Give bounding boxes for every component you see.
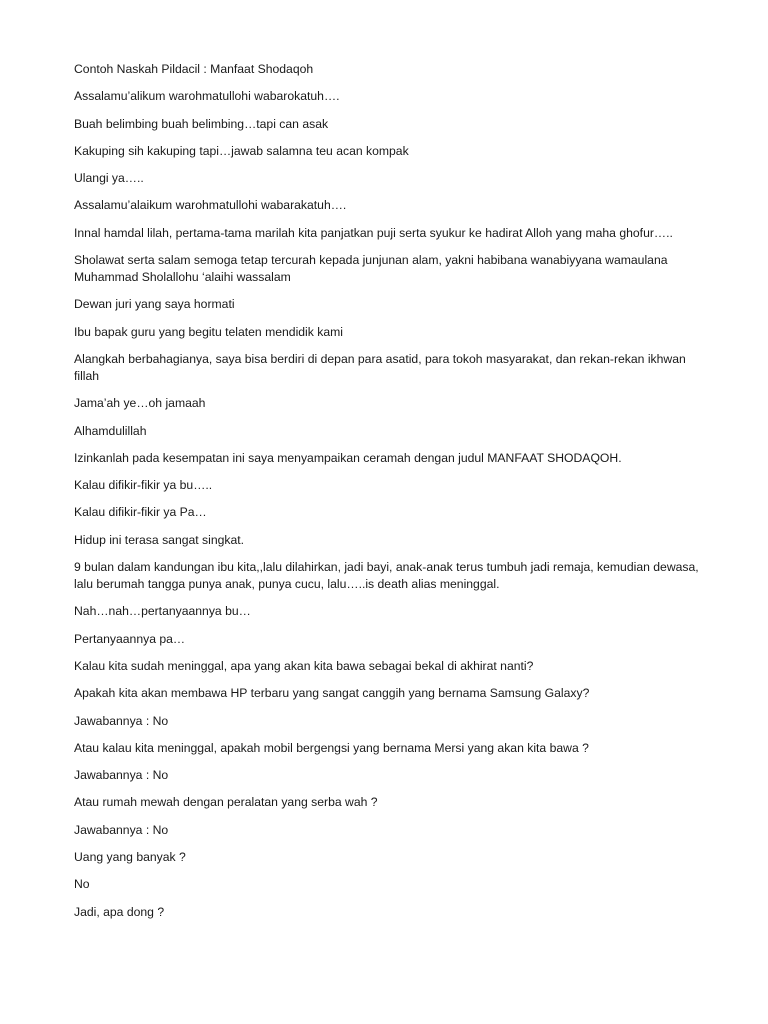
paragraph: Buah belimbing buah belimbing…tapi can asak bbox=[74, 116, 329, 131]
paragraph: Hidup ini terasa sangat singkat. bbox=[74, 532, 245, 547]
document-body bbox=[74, 61, 704, 931]
paragraph: Dewan juri yang saya hormati bbox=[74, 297, 235, 312]
paragraph: Innal hamdal lilah, pertama-tama marilah kita panjatkan puji serta syukur ke hadirat Alloh yang maha ghofur….. bbox=[74, 225, 673, 240]
paragraph: 9 bulan dalam kandungan ibu kita,,lalu dilahirkan, jadi bayi, anak-anak terus tumbuh jadi remaja, kemudian dewasa, lalu berumah tangga punya anak, punya cucu, lalu…..is death alias meninggal. bbox=[74, 560, 699, 592]
paragraph: No bbox=[74, 877, 90, 892]
paragraph: Apakah kita akan membawa HP terbaru yang sangat canggih yang bernama Samsung Galaxy? bbox=[74, 686, 590, 701]
paragraph: Atau rumah mewah dengan peralatan yang serba wah ? bbox=[74, 795, 378, 810]
document-title: Contoh Naskah Pildacil : Manfaat Shodaqoh bbox=[74, 62, 314, 76]
paragraph: Pertanyaannya pa… bbox=[74, 631, 186, 646]
paragraph: Izinkanlah pada kesempatan ini saya menyampaikan ceramah dengan judul MANFAAT SHODAQOH. bbox=[74, 450, 622, 465]
paragraph: Jama’ah ye…oh jamaah bbox=[74, 396, 206, 411]
paragraph: Assalamu’alikum warohmatullohi wabarokatuh…. bbox=[74, 89, 340, 104]
paragraph: Ulangi ya….. bbox=[74, 171, 144, 186]
paragraph: Atau kalau kita meninggal, apakah mobil bergengsi yang bernama Mersi yang akan kita bawa ? bbox=[74, 740, 589, 755]
paragraph: Nah…nah…pertanyaannya bu… bbox=[74, 604, 251, 619]
paragraph: Kakuping sih kakuping tapi…jawab salamna teu acan kompak bbox=[74, 143, 409, 158]
paragraph: Sholawat serta salam semoga tetap tercurah kepada junjunan alam, yakni habibana wanabiyyana wamaulana Muhammad Sholallohu ‘alaihi wassalam bbox=[74, 253, 668, 285]
paragraph: Jawabannya : No bbox=[74, 822, 169, 837]
paragraph: Kalau difikir-fikir ya Pa… bbox=[74, 505, 207, 520]
paragraph: Ibu bapak guru yang begitu telaten mendidik kami bbox=[74, 324, 343, 339]
paragraph: Kalau kita sudah meninggal, apa yang akan kita bawa sebagai bekal di akhirat nanti? bbox=[74, 658, 534, 673]
paragraph: Alhamdulillah bbox=[74, 423, 147, 438]
paragraph: Alangkah berbahagianya, saya bisa berdiri di depan para asatid, para tokoh masyarakat, dan rekan-rekan ikhwan fillah bbox=[74, 351, 686, 383]
paragraph: Assalamu’alaikum warohmatullohi wabarakatuh…. bbox=[74, 198, 347, 213]
paragraph: Jawabannya : No bbox=[74, 713, 169, 728]
paragraph: Jadi, apa dong ? bbox=[74, 904, 165, 919]
paragraph: Uang yang banyak ? bbox=[74, 850, 186, 865]
paragraph: Jawabannya : No bbox=[74, 768, 169, 783]
paragraph: Kalau difikir-fikir ya bu….. bbox=[74, 478, 213, 493]
